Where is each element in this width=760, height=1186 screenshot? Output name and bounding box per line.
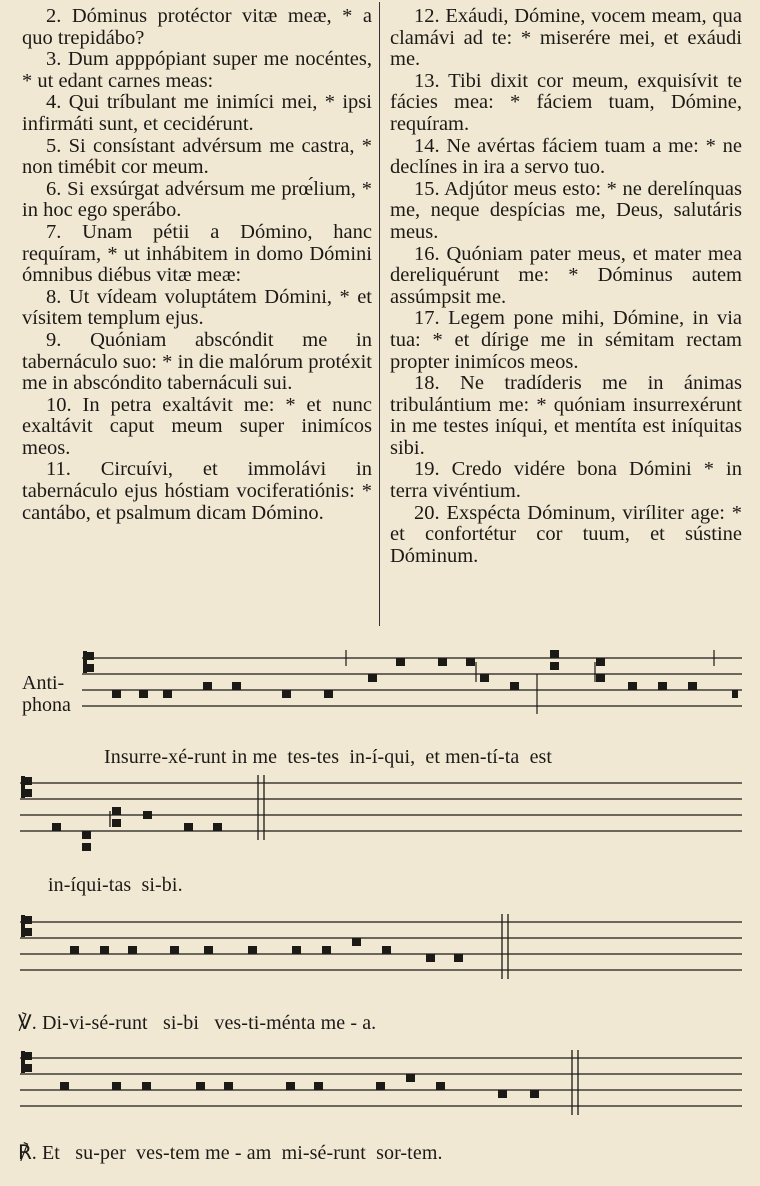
verse-3: 3. Dum appрópiant super me nocéntes, * ut edant carnes meas: [22,48,372,92]
verse-18: 18. Ne tradíderis me in ánimas tribulántium me: * quóniam insurrexérunt in me testes iníqui, et mentíta est iníquitas sibi. [390,372,742,459]
verse-9: 9. Quóniam abscóndit me in tabernáculo suo: * in die malórum protéxit me in abscóndito tabernáculi sui. [22,328,372,395]
antiphon-lyrics-line-2: in-íqui-tas si-bi. [48,874,183,896]
verse-12: 12. Exáudi, Dómine, vocem meam, qua clamávi ad te: * miserére mei, et exáudi me. [390,5,742,71]
antiphon-label: Anti- phona [22,672,71,716]
verse-17: 17. Legem pone mihi, Dómine, in via tua: * et dírige me in sémitam rectam propter inimícos meos. [390,307,742,373]
verse-8: 8. Ut vídeam voluptátem Dómini, * et vísitem templum ejus. [22,285,372,330]
verse-7: 7. Unam pétii a Dómino, hanc requíram, * ut inhábitem in domo Dómini ómnibus diébus vitæ meæ: [22,220,372,287]
verse-2: 2. Dóminus protéctor vitæ meæ, * a quo trepidábo? [22,5,372,49]
verse-4: 4. Qui tríbulant me inimíci mei, * ipsi infirmáti sunt, et cecidérunt. [22,91,372,135]
verse-15: 15. Adjútor meus esto: * ne derelínquas me, neque despícias me, Deus, salutáris meus. [390,177,742,243]
verse-6: 6. Si exsúrgat advérsum me prœ́lium, * in hoc ego sperábo. [22,177,372,222]
verse-16: 16. Quóniam pater meus, et mater mea dereliquérunt me: * Dóminus autem assúmpsit me. [390,242,742,308]
verse-19: 19. Credo vidére bona Dómini * in terra vivéntium. [390,458,742,503]
versicle-lyrics: ℣. Di-vi-sé-runt si-bi ves-ti-ménta me - a. [18,1012,377,1034]
verse-11: 11. Circuívi, et immolávi in tabernáculo ejus hóstiam vociferatiónis: * cantábo, et psalmum dicam Dómino. [22,458,372,524]
response-lyrics: ℟. Et su-per ves-tem me - am mi-sé-runt sor-tem. [18,1142,443,1164]
verse-13: 13. Tibi dixit cor meum, exquisívit te fácies mea: * fáciem tuam, Dómine, requíram. [390,69,742,135]
verse-20: 20. Exspécta Dóminum, viríliter age: * et confortétur cor tuum, et sústine Dóminum. [390,501,742,567]
verse-10: 10. In petra exaltávit me: * et nunc exaltávit caput meum super inimícos meos. [22,393,372,459]
verse-14: 14. Ne avértas fáciem tuam a me: * ne declínes in ira a servo tuo. [390,134,742,179]
antiphon-lyrics-line-1: Insurre-xé-runt in me tes-tes in-í-qui, et men-tí-ta est [104,746,553,768]
verse-5: 5. Si consístant advérsum me castra, * non timébit cor meum. [22,134,372,179]
